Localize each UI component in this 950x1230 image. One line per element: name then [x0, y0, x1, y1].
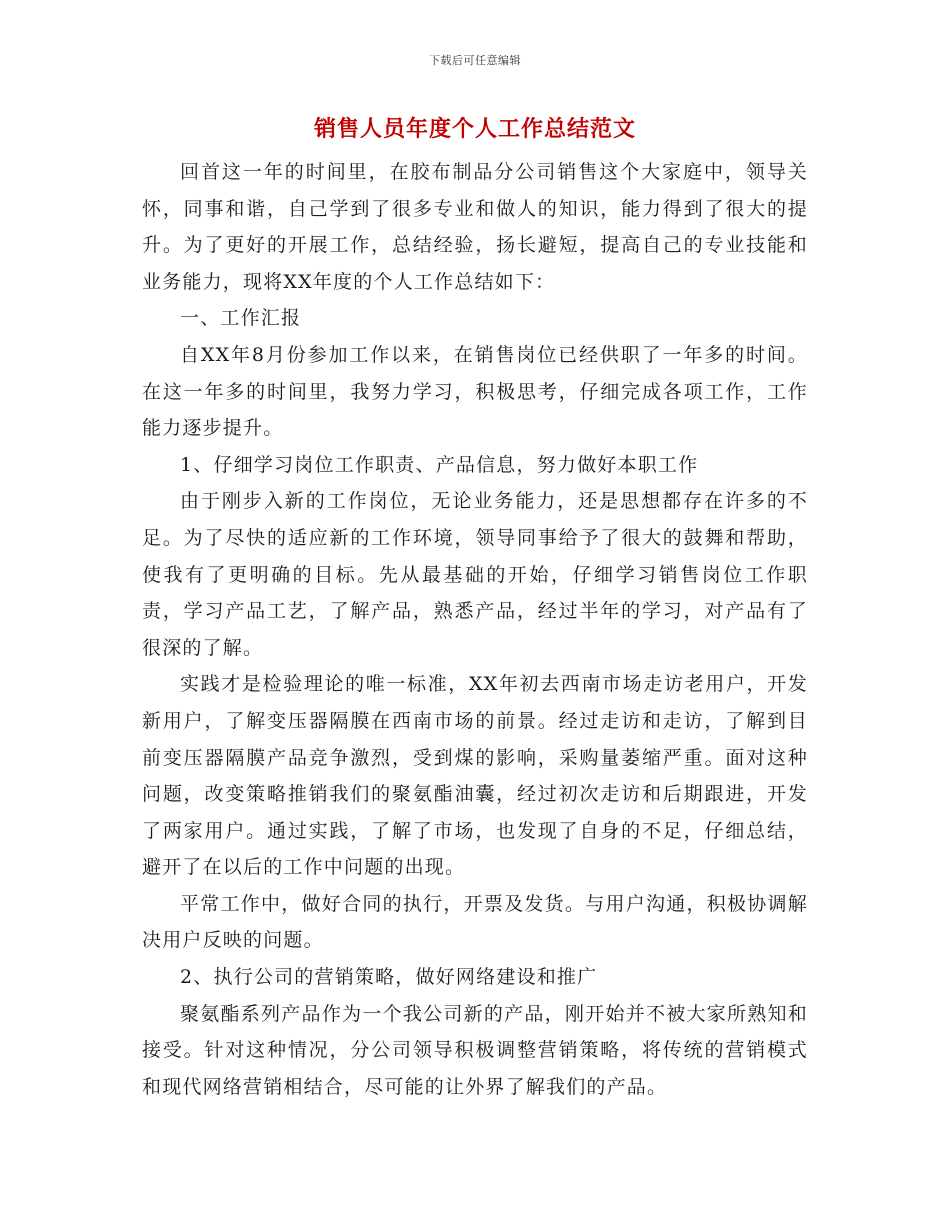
header-note: 下载后可任意编辑 [429, 54, 521, 67]
paragraph: 平常工作中，做好合同的执行，开票及发货。与用户沟通，积极协调解决用户反映的问题。 [142, 892, 808, 952]
paragraph: 由于刚步入新的工作岗位，无论业务能力，还是思想都存在许多的不足。为了尽快的适应新的工作环境，领导同事给予了很大的鼓舞和帮助，使我有了更明确的目标。先从最基础的开始，仔细学习销售岗位工作职责，学习产品工艺，了解产品，熟悉产品，经过半年的学习，对产品有了很深的了解。 [142, 490, 808, 659]
subsection-heading-1: 1、仔细学习岗位工作职责、产品信息，努力做好本职工作 [180, 453, 699, 476]
paragraph-intro: 回首这一年的时间里，在胶布制品分公司销售这个大家庭中，领导关怀，同事和谐，自己学到了很多专业和做人的知识，能力得到了很大的提升。为了更好的开展工作，总结经验，扬长避短，提高自己的专业技能和业务能力，现将XX年度的个人工作总结如下： [142, 161, 808, 293]
paragraph: 聚氨酯系列产品作为一个我公司新的产品，刚开始并不被大家所熟知和接受。针对这种情况，分公司领导积极调整营销策略，将传统的营销模式和现代网络营销相结合，尽可能的让外界了解我们的产品。 [142, 1002, 808, 1098]
section-heading-work-report: 一、工作汇报 [180, 307, 302, 330]
paragraph: 实践才是检验理论的唯一标准，XX年初去西南市场走访老用户，开发新用户，了解变压器隔膜在西南市场的前景。经过走访和走访，了解到目前变压器隔膜产品竞争激烈，受到煤的影响，采购量萎缩严重。面对这种问题，改变策略推销我们的聚氨酯油囊，经过初次走访和后期跟进，开发了两家用户。通过实践，了解了市场，也发现了自身的不足，仔细总结，避开了在以后的工作中问题的出现。 [142, 673, 808, 879]
document-title: 销售人员年度个人工作总结范文 [313, 116, 636, 142]
paragraph: 自XX年8月份参加工作以来，在销售岗位已经供职了一年多的时间。在这一年多的时间里，我努力学习，积极思考，仔细完成各项工作，工作能力逐步提升。 [142, 343, 808, 440]
document-body [142, 154, 808, 1105]
subsection-heading-2: 2、执行公司的营销策略，做好网络建设和推广 [180, 966, 598, 989]
